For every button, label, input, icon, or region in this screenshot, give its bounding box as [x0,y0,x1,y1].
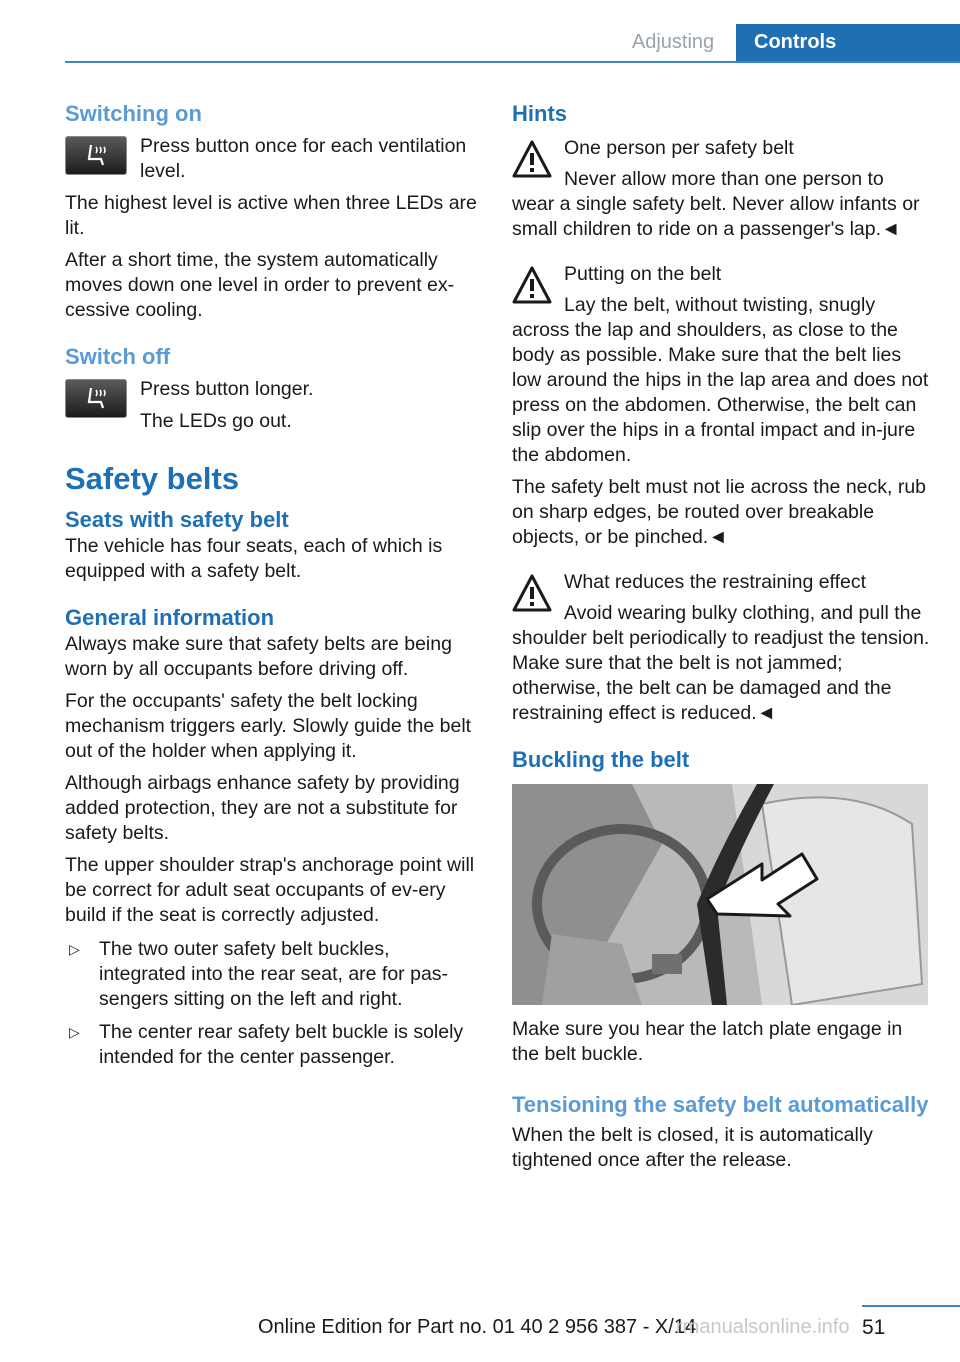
warning-icon [512,265,552,305]
general-p3: Although airbags enhance safety by providing added protection, they are not a substitute for safety belts. [65,772,460,844]
switching-on-instruction: Press button once for each ventilation level. [140,135,467,182]
bullet-text: The two outer safety belt buckles, integrated into the rear seat, are for pas‐sengers sitting on the left and right. [99,938,449,1010]
warning-block [512,570,930,726]
buckling-heading: Buckling the belt [512,747,690,772]
header-rule [65,61,960,63]
warning-title: Putting on the belt [564,263,722,285]
warning-title: What reduces the restraining effect [564,571,867,593]
warning-icon [512,139,552,179]
hints-heading: Hints [512,101,567,126]
buckling-belt-photo [512,784,928,1005]
bullet-triangle-icon: ▷ [69,1024,80,1040]
switching-on-p1: The highest level is active when three LEDs are lit. [65,192,477,239]
left-column [65,100,477,1078]
list-item [65,1020,477,1070]
safety-belts-title: Safety belts [65,461,240,496]
warning-body: Avoid wearing bulky clothing, and pull the shoulder belt periodically to readjust the tension. Make sure that the belt is not jammed; otherwise, the belt can be damaged and the restraining effect is reduced.◄ [512,602,930,724]
switch-off-heading: Switch off [65,344,171,369]
warning-block [512,262,930,550]
warning-icon [512,573,552,613]
seats-text: The vehicle has four seats, each of which is equipped with a safety belt. [65,535,443,582]
warning-body: Never allow more than one person to wear a single safety belt. Never allow infants or small children to ride on a passenger's lap.◄ [512,168,920,240]
tab-controls[interactable]: Controls [736,24,960,61]
switch-off-row [65,377,477,434]
seats-heading: Seats with safety belt [65,507,289,532]
tab-adjusting[interactable]: Adjusting [631,31,715,53]
page-number: 51 [862,1316,886,1339]
bullet-triangle-icon: ▷ [69,941,80,957]
buckling-caption: Make sure you hear the latch plate engage in the belt buckle. [512,1018,903,1065]
switching-on-p2: After a short time, the system automatically moves down one level in order to prevent ex‐cessive cooling. [65,249,455,321]
general-p4: The upper shoulder strap's anchorage point will be correct for adult seat occupants of ev‐ery build if the seat is correctly adjusted. [65,854,475,926]
switching-on-heading: Switching on [65,101,202,126]
general-p1: Always make sure that safety belts are being worn by all occupants before driving off. [65,633,452,680]
list-item [65,937,477,1012]
tensioning-text: When the belt is closed, it is automatically tightened once after the release. [512,1124,873,1171]
switching-on-row [65,134,477,184]
switch-off-line1: Press button longer. [140,378,314,400]
switch-off-line2: The LEDs go out. [140,410,292,432]
general-heading: General information [65,605,275,630]
bullet-text: The center rear safety belt buckle is solely intended for the center passenger. [99,1021,464,1068]
warning-body: Lay the belt, without twisting, snugly across the lap and shoulders, as close to the body as possible. Make sure that the belt lies low around the hips in the lap area and does not press on the abdomen. Otherwise, the belt can slip over the hips in a frontal impact and in‐jure the abdomen. [512,294,929,466]
seat-ventilation-button-icon [65,136,127,175]
seat-ventilation-button-icon [65,379,127,418]
seat-ventilation-icon [83,386,111,412]
seat-ventilation-icon [83,143,111,169]
warning-extra: The safety belt must not lie across the neck, rub on sharp edges, be routed over breakable objects, or be pinched.◄ [512,476,927,548]
footer-edition: Online Edition for Part no. 01 40 2 956 387 - X/14 [258,1316,697,1338]
warning-title: One person per safety belt [564,137,794,159]
watermark-text: rmanualsonline.info [676,1316,850,1338]
warning-block [512,136,930,242]
right-column [512,100,930,1180]
tensioning-heading: Tensioning the safety belt automatically [512,1092,929,1117]
footer-rule [862,1305,960,1307]
general-p2: For the occupants' safety the belt locking mechanism triggers early. Slowly guide the belt out of the holder when applying it. [65,690,472,762]
